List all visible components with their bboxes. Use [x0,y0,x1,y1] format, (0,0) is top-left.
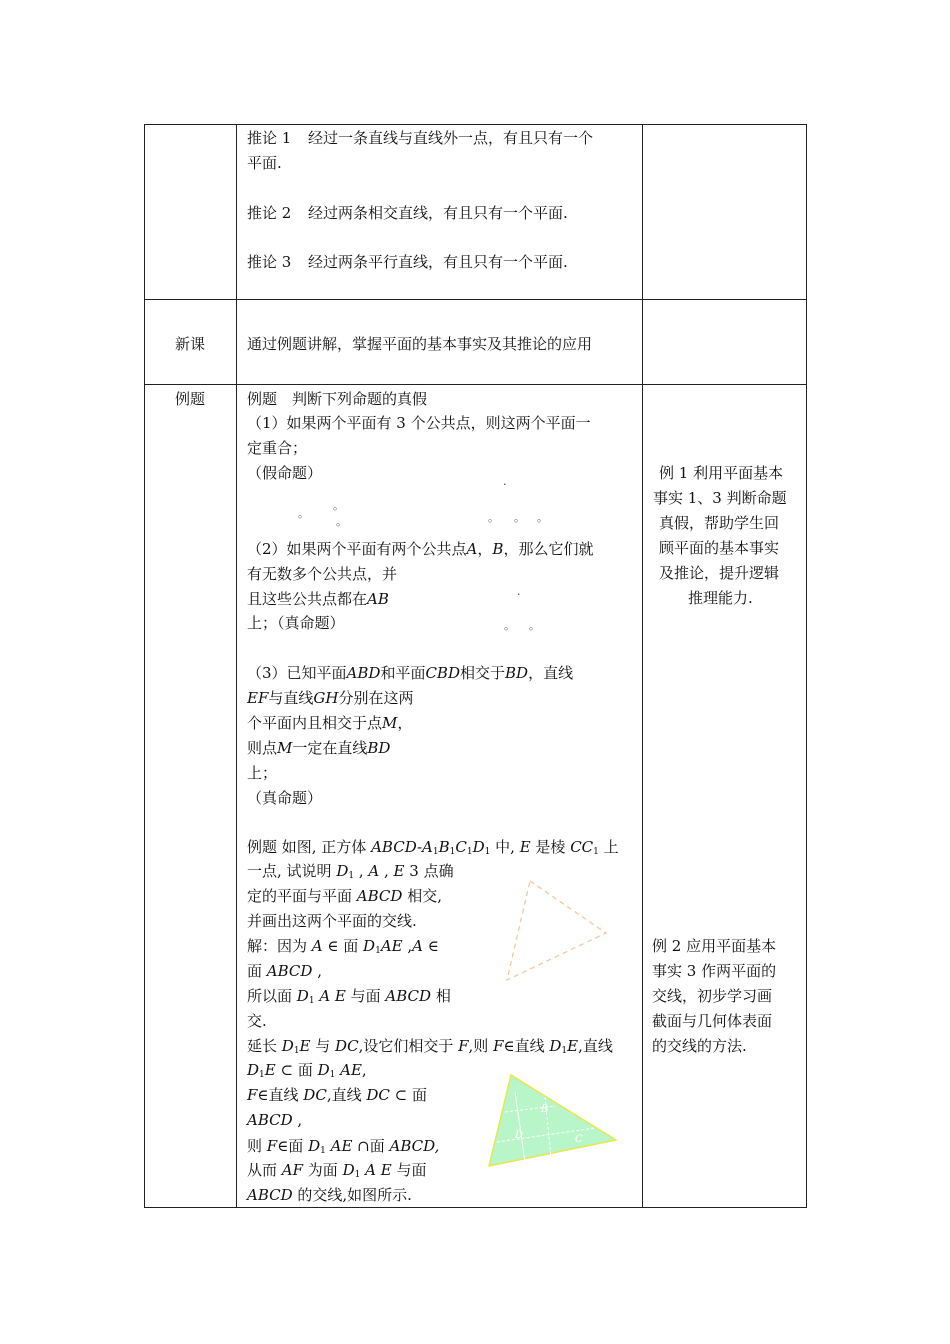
solution-line: 交. [247,1012,267,1030]
row-label-new-lesson: 新课 [175,335,206,353]
corollary-text: 平面. [247,154,282,172]
example-2-statement: 例题 如图, 正方体 ABCD-$A_1B_1C_1D_1$ 中, E 是棱 $CC_1$ 上 [247,838,619,857]
table-divider-2 [642,124,643,1208]
note-line: 例 2 应用平面基本 [652,937,777,955]
example-2-statement: 定的平面与平面 ABCD 相交, [247,887,442,905]
proposition-3-cont: 个平面内且相交于点M， [247,714,413,732]
proposition-2: （2）如果两个平面有两个公共点A，B，那么它们就 [247,540,594,558]
solution-line: 从而 AF 为面 $D_1$ A E 与面 [247,1161,427,1180]
note-line: 推理能力. [688,589,753,607]
solution-line: F∈直线 DC,直线 DC ⊂ 面 [247,1086,427,1104]
corollary-label: 推论 2 [247,204,292,222]
row-divider-1 [144,299,807,300]
proposition-1-cont: 定重合； [247,439,308,457]
corollary-label: 推论 3 [247,253,292,271]
stray-mark: · [517,588,521,601]
label-B: B [541,1104,549,1115]
stray-mark: 。 [529,619,540,632]
proposition-3-cont: 则点M一定在直线BD [247,739,391,757]
stray-mark: 。 [514,511,525,524]
solution-line: 延长 $D_1E$ 与 DC,设它们相交于 F,则 F∈直线 $D_1E$,直线 [247,1037,613,1056]
table-border-left [144,124,145,1208]
section-triangle-figure [485,1072,620,1172]
table-border-right [806,124,807,1208]
proposition-3-answer: （真命题） [247,789,323,807]
proposition-2-answer: 上；（真命题） [247,614,345,632]
table-border-bottom [144,1207,807,1208]
stray-mark: 。 [488,511,499,524]
stray-mark: 。 [504,619,515,632]
corollary-text: 经过两条平行直线，有且只有一个平面. [308,253,568,271]
label-D: D [515,1130,524,1141]
corollary-label: 推论 1 [247,129,292,147]
stray-mark: 。 [336,515,347,528]
note-line: 顾平面的基本事实 [659,539,780,557]
table-divider-1 [236,124,237,1208]
note-line: 及推论，提升逻辑 [659,564,780,582]
note-line: 事实 3 作两平面的 [652,962,777,980]
example-2-statement: 一点, 试说明 $D_1$ , A , E 3 点确 [247,862,454,881]
stray-mark: 。 [333,499,344,512]
solution-line: $D_1E$ ⊂ 面 $D_1$ AE, [247,1061,367,1080]
corollary-text: 经过两条相交直线，有且只有一个平面. [308,204,568,222]
section-triangle [489,1075,616,1166]
note-line: 的交线的方法. [652,1037,747,1055]
note-line: 截面与几何体表面 [652,1012,773,1030]
solution-line: 则 F∈面 $D_1$ AE ∩面 ABCD, [247,1137,440,1156]
row-divider-2 [144,384,807,385]
dashed-triangle-figure [500,878,620,983]
note-line: 事实 1、3 判断命题 [653,489,787,507]
proposition-3: （3）已知平面ABD和平面CBD相交于BD，直线 [247,664,574,682]
example-2-statement: 并画出这两个平面的交线. [247,912,417,930]
proposition-2-cont: 且这些公共点都在AB [247,590,389,608]
proposition-1: （1）如果两个平面有 3 个公共点，则这两个平面一 [247,414,591,432]
solution-line: ABCD , [247,1111,303,1129]
proposition-1-answer: （假命题） [247,464,323,482]
table-border-top [144,124,807,125]
proposition-3-cont: 上； [247,764,278,782]
solution-line: ABCD 的交线,如图所示. [247,1186,412,1204]
corollary-text: 经过一条直线与直线外一点，有且只有一个 [308,129,594,147]
solution-line: 解：因为 A ∈ 面 $D_1AE$ ,A ∈ [247,937,439,956]
note-line: 例 1 利用平面基本 [659,464,784,482]
stray-mark: · [503,478,507,491]
row-label-examples: 例题 [175,390,206,408]
stray-mark: 。 [537,511,548,524]
solution-line: 面 ABCD , [247,962,322,980]
solution-line: 所以面 $D_1$ A E 与面 ABCD 相 [247,987,451,1006]
note-line: 真假，帮助学生回 [659,514,780,532]
proposition-3-cont: EF与直线GH分别在这两 [247,689,414,707]
label-C: C [575,1134,583,1145]
dashed-triangle [507,881,606,980]
examples-heading: 例题 判断下列命题的真假 [247,390,428,408]
proposition-2-cont: 有无数多个公共点，并 [247,565,398,583]
stray-mark: 。 [298,507,309,520]
new-lesson-content: 通过例题讲解，掌握平面的基本事实及其推论的应用 [247,335,593,353]
note-line: 交线，初步学习画 [652,987,773,1005]
